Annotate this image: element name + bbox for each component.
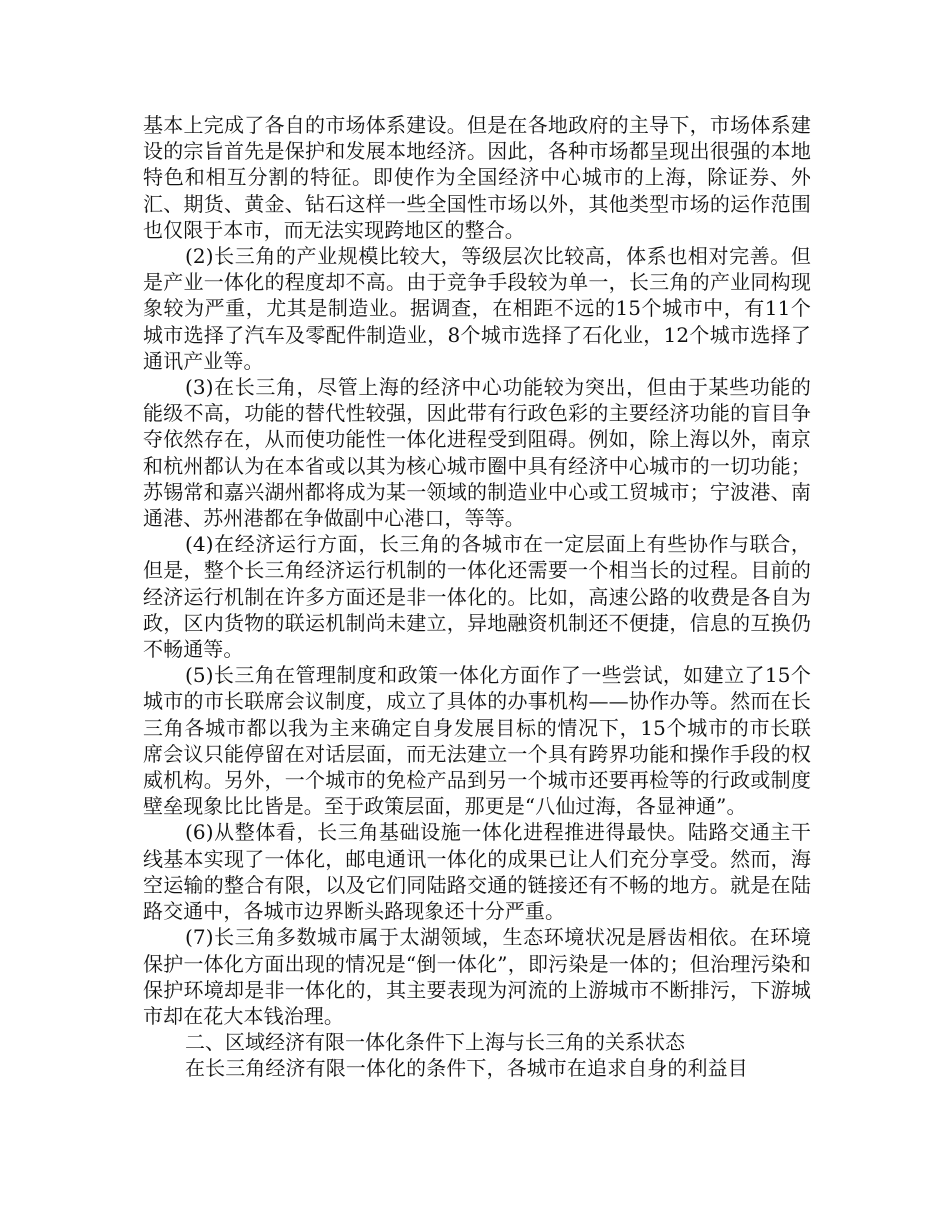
document-body xyxy=(143,112,811,1082)
paragraph-environment: (7)长三角多数城市属于太湖领域，生态环境状况是唇齿相依。在环境保护一体化方面出现的情况是“倒一体化”，即污染是一体的；但治理污染和保护环境却是非一体化的，其主要表现为河流的上游城市不断排污，下游城市却在花大本钱治理。 xyxy=(143,925,811,1028)
section-heading-2: 二、区域经济有限一体化条件下上海与长三角的关系状态 xyxy=(185,1030,685,1055)
paragraph-industry-scale: (2)长三角的产业规模比较大，等级层次比较高，体系也相对完善。但是产业一体化的程度却不高。由于竞争手段较为单一，长三角的产业同构现象较为严重，尤其是制造业。据调查，在相距不远的15个城市中，有11个城市选择了汽车及零配件制造业，8个城市选择了石化业，12个城市选择了通讯产业等。 xyxy=(143,244,811,373)
paragraph-economic-operation: (4)在经济运行方面，长三角的各城市在一定层面上有些协作与联合，但是，整个长三角经济运行机制的一体化还需要一个相当长的过程。目前的经济运行机制在许多方面还是非一体化的。比如，高速公路的收费是各自为政，区内货物的联运机制尚未建立，异地融资机制还不便捷，信息的互换仍不畅通等。 xyxy=(143,532,811,662)
paragraph-economic-center-function: (3)在长三角，尽管上海的经济中心功能较为突出，但由于某些功能的能级不高，功能的替代性较强，因此带有行政色彩的主要经济功能的盲目争夺依然存在，从而使功能性一体化进程受到阻碍。例如，除上海以外，南京和杭州都认为在本省或以其为核心城市圈中具有经济中心城市的一切功能；苏锡常和嘉兴湖州都将成为某一领域的制造业中心或工贸城市；宁波港、南通港、苏州港都在争做副中心港口，等等。 xyxy=(143,375,811,531)
paragraph-limited-integration: 在长三角经济有限一体化的条件下，各城市在追求自身的利益目 xyxy=(185,1056,748,1081)
paragraph-infrastructure: (6)从整体看，长三角基础设施一体化进程推进得最快。陆路交通主干线基本实现了一体化，邮电通讯一体化的成果已让人们充分享受。然而，海空运输的整合有限，以及它们同陆路交通的链接还有不畅的地方。就是在陆路交通中，各城市边界断头路现象还十分严重。 xyxy=(143,820,811,924)
paragraph-market-system: 基本上完成了各自的市场体系建设。但是在各地政府的主导下，市场体系建设的宗旨首先是保护和发展本地经济。因此，各种市场都呈现出很强的本地特色和相互分割的特征。即使作为全国经济中心城市的上海，除证券、外汇、期货、黄金、钻石这样一些全国性市场以外，其他类型市场的运作范围也仅限于本市，而无法实现跨地区的整合。 xyxy=(143,113,811,242)
paragraph-management-policy: (5)长三角在管理制度和政策一体化方面作了一些尝试，如建立了15个城市的市长联席会议制度，成立了具体的办事机构——协作办等。然而在长三角各城市都以我为主来确定自身发展目标的情况下，15个城市的市长联席会议只能停留在对话层面，而无法建立一个具有跨界功能和操作手段的权威机构。另外，一个城市的免检产品到另一个城市还要再检等的行政或制度壁垒现象比比皆是。至于政策层面，那更是“八仙过海，各显神通”。 xyxy=(143,663,811,819)
